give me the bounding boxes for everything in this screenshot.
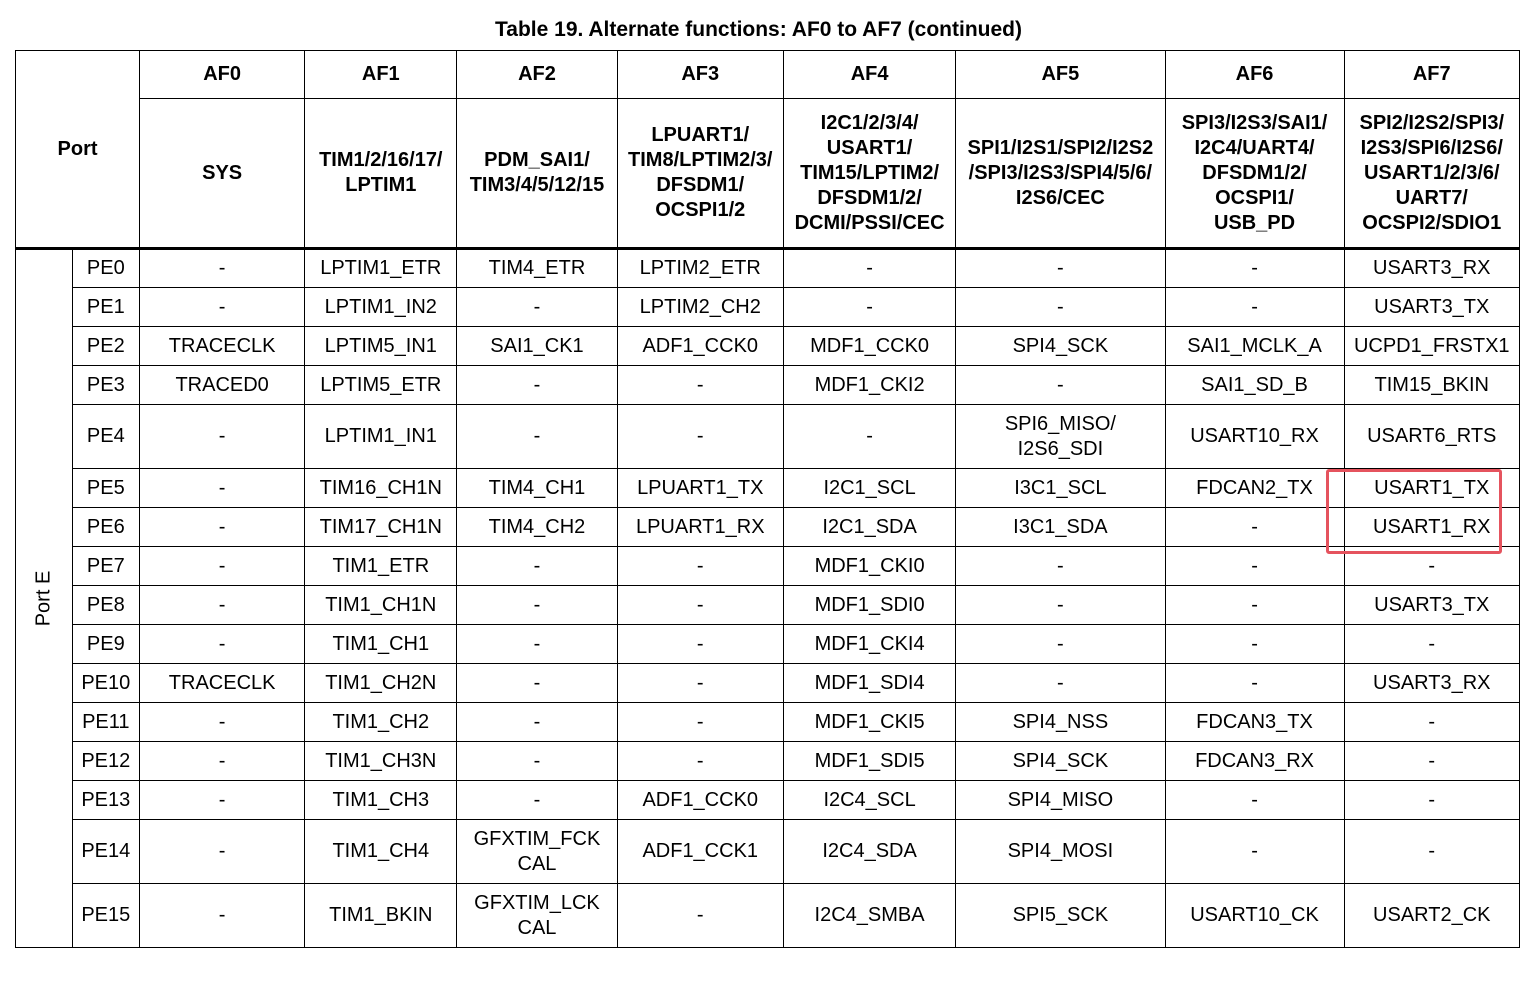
af1-cell: TIM1_ETR: [305, 547, 457, 586]
port-group-label: Port E: [32, 570, 55, 627]
af1-cell: TIM16_CH1N: [305, 469, 457, 508]
af1-group: TIM1/2/16/17/ LPTIM1: [305, 99, 457, 249]
af6-cell: -: [1165, 249, 1344, 288]
af4-cell: I2C4_SMBA: [783, 884, 955, 948]
af6-cell: -: [1165, 664, 1344, 703]
af3-cell: LPUART1_RX: [617, 508, 783, 547]
af3-cell: -: [617, 664, 783, 703]
pin-cell: PE9: [72, 625, 139, 664]
af3-cell: -: [617, 703, 783, 742]
pin-cell: PE12: [72, 742, 139, 781]
af5-cell: I3C1_SCL: [956, 469, 1165, 508]
af0-cell: -: [140, 469, 305, 508]
af3-cell: -: [617, 366, 783, 405]
af2-cell: -: [457, 288, 617, 327]
af2-cell: -: [457, 664, 617, 703]
af4-cell: I2C1_SDA: [783, 508, 955, 547]
af1-cell: TIM1_CH4: [305, 820, 457, 884]
pin-cell: PE10: [72, 664, 139, 703]
af5-cell: -: [956, 664, 1165, 703]
af5-cell: SPI5_SCK: [956, 884, 1165, 948]
pin-cell: PE5: [72, 469, 139, 508]
af6-cell: -: [1165, 547, 1344, 586]
af6-cell: -: [1165, 508, 1344, 547]
af2-header: AF2: [457, 51, 617, 99]
af2-cell: TIM4_CH1: [457, 469, 617, 508]
table-row: [16, 508, 1520, 547]
af4-cell: MDF1_CKI2: [783, 366, 955, 405]
af7-cell: USART1_RX: [1344, 508, 1519, 547]
pin-cell: PE6: [72, 508, 139, 547]
af1-cell: LPTIM1_ETR: [305, 249, 457, 288]
af5-group: SPI1/I2S1/SPI2/I2S2 /SPI3/I2S3/SPI4/5/6/ I2S6/CEC: [956, 99, 1165, 249]
af6-cell: FDCAN3_RX: [1165, 742, 1344, 781]
table-row: [16, 586, 1520, 625]
pin-cell: PE2: [72, 327, 139, 366]
table-row: [16, 742, 1520, 781]
af6-group: SPI3/I2S3/SAI1/ I2C4/UART4/ DFSDM1/2/ OCSPI1/ USB_PD: [1165, 99, 1344, 249]
af0-cell: TRACED0: [140, 366, 305, 405]
port-header: Port: [16, 51, 140, 249]
af1-cell: TIM1_CH1N: [305, 586, 457, 625]
af5-cell: -: [956, 366, 1165, 405]
af3-cell: -: [617, 742, 783, 781]
af0-cell: -: [140, 547, 305, 586]
table-row: [16, 288, 1520, 327]
af7-cell: USART3_TX: [1344, 288, 1519, 327]
pin-cell: PE13: [72, 781, 139, 820]
af4-cell: -: [783, 249, 955, 288]
af5-cell: SPI4_SCK: [956, 742, 1165, 781]
af1-cell: TIM1_CH2N: [305, 664, 457, 703]
af7-cell: TIM15_BKIN: [1344, 366, 1519, 405]
af6-cell: FDCAN2_TX: [1165, 469, 1344, 508]
af5-cell: -: [956, 288, 1165, 327]
af5-cell: SPI4_MOSI: [956, 820, 1165, 884]
af0-header: AF0: [140, 51, 305, 99]
af1-cell: TIM1_CH3N: [305, 742, 457, 781]
af2-cell: -: [457, 586, 617, 625]
af0-cell: -: [140, 508, 305, 547]
af3-cell: ADF1_CCK0: [617, 327, 783, 366]
pin-cell: PE1: [72, 288, 139, 327]
af7-cell: -: [1344, 820, 1519, 884]
af3-cell: -: [617, 625, 783, 664]
af0-cell: -: [140, 288, 305, 327]
af6-cell: USART10_RX: [1165, 405, 1344, 469]
af0-cell: -: [140, 781, 305, 820]
af2-cell: -: [457, 405, 617, 469]
table-row: [16, 820, 1520, 884]
af6-cell: -: [1165, 586, 1344, 625]
af2-cell: SAI1_CK1: [457, 327, 617, 366]
af0-cell: -: [140, 703, 305, 742]
af0-cell: -: [140, 249, 305, 288]
af4-cell: MDF1_SDI4: [783, 664, 955, 703]
af2-cell: -: [457, 781, 617, 820]
table-row: [16, 405, 1520, 469]
af2-group: PDM_SAI1/ TIM3/4/5/12/15: [457, 99, 617, 249]
af1-cell: TIM1_CH1: [305, 625, 457, 664]
af6-cell: -: [1165, 288, 1344, 327]
af7-cell: USART3_RX: [1344, 249, 1519, 288]
af2-cell: -: [457, 366, 617, 405]
af3-cell: ADF1_CCK0: [617, 781, 783, 820]
pin-cell: PE11: [72, 703, 139, 742]
af2-cell: TIM4_ETR: [457, 249, 617, 288]
af2-cell: -: [457, 742, 617, 781]
af4-cell: I2C1_SCL: [783, 469, 955, 508]
af0-cell: -: [140, 405, 305, 469]
table-row: [16, 884, 1520, 948]
af6-cell: -: [1165, 781, 1344, 820]
af0-group: SYS: [140, 99, 305, 249]
table-title: Table 19. Alternate functions: AF0 to AF7 (continued): [495, 18, 1022, 41]
af5-cell: SPI4_NSS: [956, 703, 1165, 742]
af1-cell: TIM1_CH3: [305, 781, 457, 820]
af6-cell: -: [1165, 625, 1344, 664]
af4-cell: MDF1_SDI5: [783, 742, 955, 781]
af5-cell: -: [956, 586, 1165, 625]
af4-cell: MDF1_CKI5: [783, 703, 955, 742]
af2-cell: GFXTIM_FCK CAL: [457, 820, 617, 884]
table-row: [16, 469, 1520, 508]
af7-header: AF7: [1344, 51, 1519, 99]
af4-cell: I2C4_SCL: [783, 781, 955, 820]
af6-header: AF6: [1165, 51, 1344, 99]
af2-cell: -: [457, 625, 617, 664]
pin-cell: PE0: [72, 249, 139, 288]
af0-cell: -: [140, 884, 305, 948]
af4-cell: -: [783, 288, 955, 327]
af7-cell: USART2_CK: [1344, 884, 1519, 948]
pin-cell: PE8: [72, 586, 139, 625]
af7-group: SPI2/I2S2/SPI3/ I2S3/SPI6/I2S6/ USART1/2/3/6/ UART7/ OCSPI2/SDIO1: [1344, 99, 1519, 249]
af5-cell: SPI6_MISO/ I2S6_SDI: [956, 405, 1165, 469]
table-body: [16, 249, 1520, 948]
af3-cell: -: [617, 547, 783, 586]
pin-cell: PE4: [72, 405, 139, 469]
af7-cell: USART3_RX: [1344, 664, 1519, 703]
table-row: [16, 327, 1520, 366]
pin-cell: PE14: [72, 820, 139, 884]
table-row: [16, 547, 1520, 586]
af7-cell: USART3_TX: [1344, 586, 1519, 625]
pin-cell: PE3: [72, 366, 139, 405]
af2-cell: TIM4_CH2: [457, 508, 617, 547]
af6-cell: SAI1_MCLK_A: [1165, 327, 1344, 366]
af3-cell: LPUART1_TX: [617, 469, 783, 508]
af5-cell: SPI4_SCK: [956, 327, 1165, 366]
af0-cell: -: [140, 820, 305, 884]
af4-cell: I2C4_SDA: [783, 820, 955, 884]
af1-cell: LPTIM5_ETR: [305, 366, 457, 405]
af3-group: LPUART1/ TIM8/LPTIM2/3/ DFSDM1/ OCSPI1/2: [617, 99, 783, 249]
af6-cell: USART10_CK: [1165, 884, 1344, 948]
af7-cell: -: [1344, 625, 1519, 664]
af4-group: I2C1/2/3/4/ USART1/ TIM15/LPTIM2/ DFSDM1/2/ DCMI/PSSI/CEC: [783, 99, 955, 249]
af5-header: AF5: [956, 51, 1165, 99]
af4-cell: -: [783, 405, 955, 469]
af0-cell: TRACECLK: [140, 327, 305, 366]
af1-cell: LPTIM1_IN1: [305, 405, 457, 469]
af1-cell: TIM17_CH1N: [305, 508, 457, 547]
af3-cell: -: [617, 884, 783, 948]
af2-cell: -: [457, 547, 617, 586]
af6-cell: FDCAN3_TX: [1165, 703, 1344, 742]
af7-cell: USART1_TX: [1344, 469, 1519, 508]
af7-cell: USART6_RTS: [1344, 405, 1519, 469]
pin-cell: PE15: [72, 884, 139, 948]
alternate-functions-table: [15, 50, 1520, 948]
af1-cell: TIM1_CH2: [305, 703, 457, 742]
af4-cell: MDF1_CCK0: [783, 327, 955, 366]
af1-header: AF1: [305, 51, 457, 99]
pin-cell: PE7: [72, 547, 139, 586]
af7-cell: -: [1344, 742, 1519, 781]
af5-cell: -: [956, 625, 1165, 664]
af3-cell: -: [617, 405, 783, 469]
table-row: [16, 366, 1520, 405]
af4-cell: MDF1_CKI4: [783, 625, 955, 664]
af5-cell: -: [956, 547, 1165, 586]
af3-cell: LPTIM2_ETR: [617, 249, 783, 288]
af4-cell: MDF1_SDI0: [783, 586, 955, 625]
af1-cell: LPTIM5_IN1: [305, 327, 457, 366]
af3-header: AF3: [617, 51, 783, 99]
af5-cell: -: [956, 249, 1165, 288]
af4-header: AF4: [783, 51, 955, 99]
af3-cell: ADF1_CCK1: [617, 820, 783, 884]
af2-cell: GFXTIM_LCK CAL: [457, 884, 617, 948]
af7-cell: -: [1344, 703, 1519, 742]
af4-cell: MDF1_CKI0: [783, 547, 955, 586]
af2-cell: -: [457, 703, 617, 742]
af7-cell: -: [1344, 547, 1519, 586]
af3-cell: -: [617, 586, 783, 625]
af6-cell: SAI1_SD_B: [1165, 366, 1344, 405]
table-row: [16, 781, 1520, 820]
af0-cell: -: [140, 586, 305, 625]
af1-cell: TIM1_BKIN: [305, 884, 457, 948]
af0-cell: -: [140, 625, 305, 664]
table-row: [16, 664, 1520, 703]
af0-cell: -: [140, 742, 305, 781]
af1-cell: LPTIM1_IN2: [305, 288, 457, 327]
af3-cell: LPTIM2_CH2: [617, 288, 783, 327]
af5-cell: I3C1_SDA: [956, 508, 1165, 547]
table-row: [16, 703, 1520, 742]
port-group-cell: [16, 249, 73, 948]
table-row: [16, 249, 1520, 288]
af7-cell: UCPD1_FRSTX1: [1344, 327, 1519, 366]
af6-cell: -: [1165, 820, 1344, 884]
af7-cell: -: [1344, 781, 1519, 820]
af5-cell: SPI4_MISO: [956, 781, 1165, 820]
table-row: [16, 625, 1520, 664]
af0-cell: TRACECLK: [140, 664, 305, 703]
